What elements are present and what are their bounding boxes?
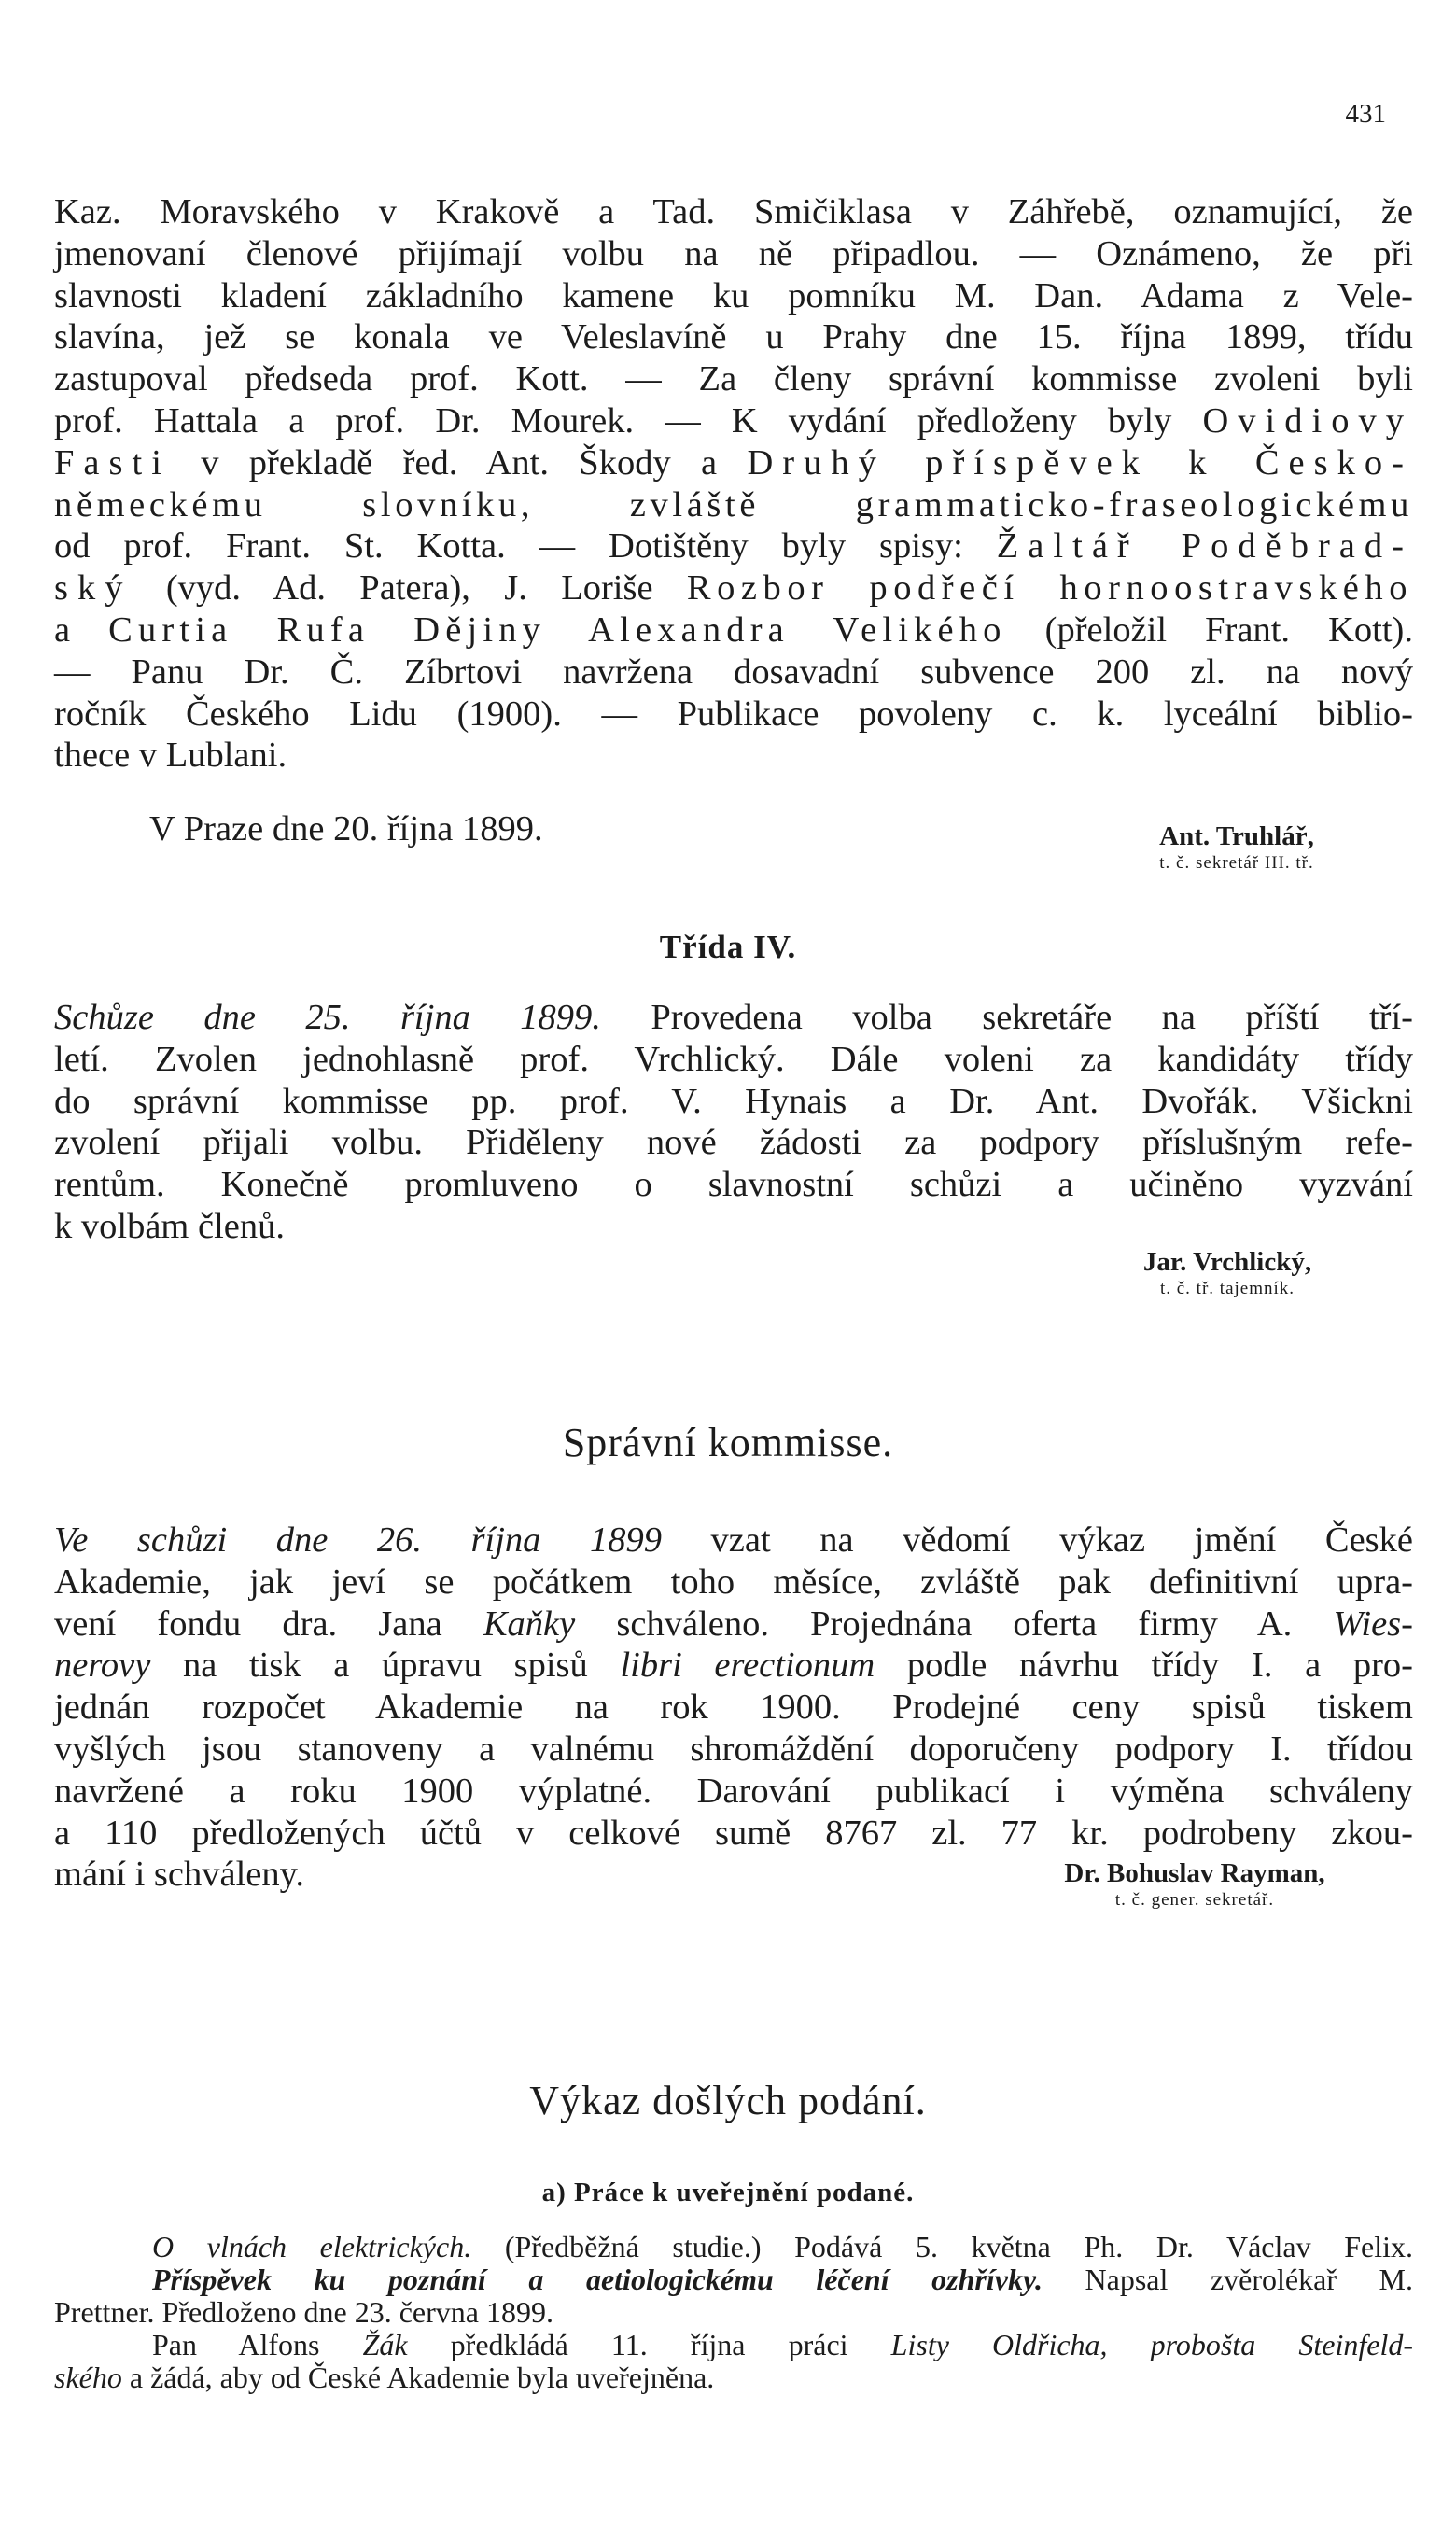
text-line: k volbám členů.: [54, 1206, 285, 1246]
text-line: jmenovaní členové přijímají volbu na ně připadlou. — Oznámeno, že při: [54, 233, 1413, 273]
session-report-block: [54, 191, 1413, 777]
text-line: ský (vyd. Ad. Patera), J. Loriše Rozbor podřečí hornoostravského: [54, 568, 1413, 609]
signature-name: Ant. Truhlář,: [1159, 821, 1314, 851]
report-paragraph: [54, 191, 1413, 777]
signature-name: Dr. Bohuslav Rayman,: [1064, 1858, 1325, 1888]
spaced-title: Rozbor podřečí hornoostravského: [686, 568, 1413, 609]
administrative-commission-block: [54, 1520, 1413, 1896]
text-line: zastupoval předseda prof. Kott. — Za členy správní kommisse zvoleni byli: [54, 359, 1413, 399]
page-number: 431: [1345, 99, 1386, 129]
spaced-title: Curtia Rufa Dějiny Alexandra Velikého: [108, 609, 1007, 650]
text-line: vyšlých jsou stanoveny a valnému shromáždění doporučeny podpory I. třídou: [54, 1729, 1413, 1769]
text-line: — Panu Dr. Č. Zíbrtovi navržena dosavadní subvence 200 zl. na nový: [54, 652, 1413, 692]
section-heading-spravni: Správní kommisse.: [562, 1420, 894, 1465]
submissions-paragraph: [54, 2231, 1413, 2394]
text-line: Pan Alfons Žák předkládá 11. října práci Listy Oldřicha, probošta Steinfeld-: [152, 2328, 1414, 2361]
session-date-italic: Schůze dne 25. října 1899.: [54, 998, 601, 1037]
text-line: ročník Českého Lidu (1900). — Publikace povoleny c. k. lyceální biblio-: [54, 694, 1413, 734]
signature-title: t. č. gener. sekretář.: [1114, 1890, 1275, 1910]
section-heading-trida-iv: Třída IV.: [659, 929, 797, 965]
text-line: Kaz. Moravského v Krakově a Tad. Smičiklasa v Záhřebě, oznamující, že: [54, 192, 1413, 231]
spaced-title: Ovidiovy: [1202, 400, 1413, 441]
text-line: Fasti v překladě řed. Ant. Škody a Druhý příspěvek k Česko-: [54, 442, 1413, 483]
signature-rayman: [989, 1856, 1400, 1911]
spaced-title: německému slovníku, zvláště grammaticko-fraseologickému: [54, 484, 1413, 525]
signature-title: t. č. sekretář III. tř.: [1159, 853, 1314, 873]
text-line: navržené a roku 1900 výplatné. Darování publikací i výměna schváleny: [54, 1771, 1413, 1811]
text-line: Akademie, jak jeví se počátkem toho měsíce, zvláště pak definitivní upra-: [54, 1562, 1413, 1602]
text-line: rentům. Konečně promluveno o slavnostní schůzi a učiněno vyzvání: [54, 1165, 1413, 1205]
text-line: vení fondu dra. Jana Kaňky schváleno. Projednána oferta firmy A. Wies-: [54, 1604, 1413, 1644]
spaced-title: Druhý příspěvek k Česko-: [747, 442, 1413, 483]
text-line: a Curtia Rufa Dějiny Alexandra Velikého (přeložil Frant. Kott).: [54, 609, 1413, 650]
text-line: nerovy na tisk a úpravu spisů libri erectionum podle návrhu třídy I. a pro-: [54, 1646, 1413, 1686]
text-line: do správní kommisse pp. prof. V. Hynais a Dr. Ant. Dvořák. Všickni: [54, 1081, 1413, 1121]
commission-paragraph: [54, 1520, 1413, 1896]
text-line: a 110 předložených účtů v celkové sumě 8767 zl. 77 kr. podrobeny zkou-: [54, 1813, 1413, 1853]
spaced-title: Fasti: [54, 442, 171, 483]
text-line: slavnosti kladení základního kamene ku pomníku M. Dan. Adama z Vele-: [54, 275, 1413, 315]
text-line: letí. Zvolen jednohlasně prof. Vrchlický. Dále voleni za kandidáty třídy: [54, 1039, 1413, 1079]
text-line: jednán rozpočet Akademie na rok 1900. Prodejné ceny spisů tiskem: [54, 1688, 1413, 1728]
text-line: Schůze dne 25. října 1899. Provedena volba sekretáře na příští tří-: [54, 998, 1413, 1037]
session-date-italic: Ve schůzi dne 26. října 1899: [54, 1520, 662, 1560]
text-line: [54, 484, 1413, 526]
spaced-title: Žaltář Poděbrad-: [996, 526, 1413, 567]
submissions-block: [54, 2231, 1413, 2394]
class-iv-block: [54, 997, 1413, 1248]
subheading-prace: a) Práce k uveřejnění podané.: [541, 2178, 915, 2207]
signature-vrchlicky: [1078, 1245, 1377, 1299]
text-line: thece v Lublani.: [54, 736, 287, 776]
text-line: slavína, jež se konala ve Veleslavíně u Prahy dne 15. října 1899, třídu: [54, 317, 1413, 357]
text-line: O vlnách elektrických. (Předběžná studie.) Podává 5. května Ph. Dr. Václav Felix.: [152, 2230, 1414, 2263]
text-line: Ve schůzi dne 26. října 1899 vzat na vědomí výkaz jmění České: [54, 1520, 1413, 1560]
date-line: V Praze dne 20. října 1899.: [149, 809, 543, 848]
text-line: Prettner. Předloženo dne 23. června 1899.: [54, 2295, 553, 2329]
text-line: Příspěvek ku poznání a aetiologickému léčení ozhřívky. Napsal zvěrolékař M.: [152, 2263, 1414, 2296]
section-heading-vykaz: Výkaz došlých podání.: [529, 2078, 927, 2123]
text-line: od prof. Frant. St. Kotta. — Dotištěny byly spisy: Žaltář Poděbrad-: [54, 526, 1413, 567]
signature-title: t. č. tř. tajemník.: [1159, 1279, 1295, 1298]
signature-name: Jar. Vrchlický,: [1142, 1247, 1312, 1277]
signature-truhlar: [1092, 820, 1381, 874]
text-line: prof. Hattala a prof. Dr. Mourek. — K vydání předloženy byly Ovidiovy: [54, 400, 1413, 441]
text-line: zvolení přijali volbu. Přiděleny nové žádosti za podpory příslušným refe-: [54, 1123, 1413, 1163]
text-line: mání i schváleny.: [54, 1855, 304, 1895]
class-iv-paragraph: [54, 997, 1413, 1248]
spaced-title: ský: [54, 568, 133, 609]
text-line: ského a žádá, aby od České Akademie byla uveřejněna.: [54, 2361, 715, 2394]
